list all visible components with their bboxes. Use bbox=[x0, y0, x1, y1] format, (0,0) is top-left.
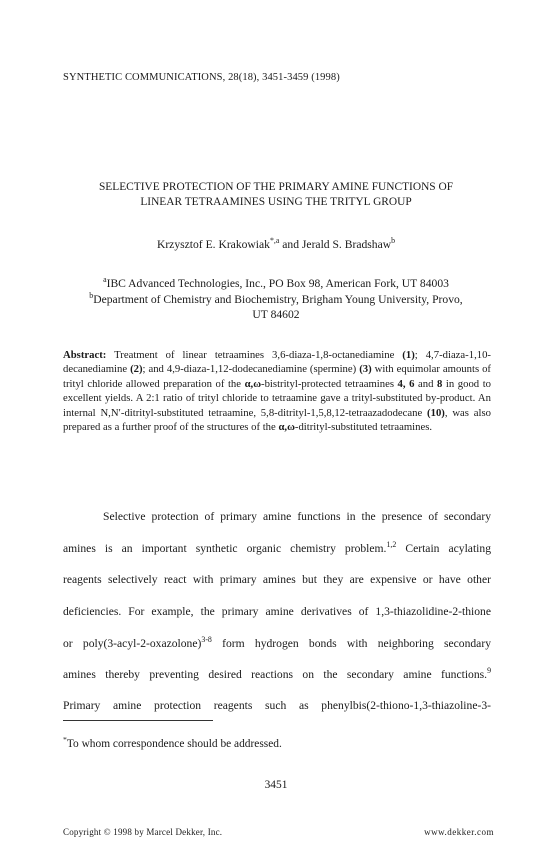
greek-alpha-omega: α,ω bbox=[278, 421, 295, 434]
citation-ref: 1,2 bbox=[386, 540, 397, 550]
abstract-text: and bbox=[414, 377, 437, 390]
body-line-4: deficiencies. For example, the primary amine derivatives of 1,3-thiazolidine-2-thione bbox=[63, 605, 491, 618]
compound-ref: (10) bbox=[427, 406, 445, 419]
journal-citation: SYNTHETIC COMMUNICATIONS, 28(18), 3451-3459 (1998) bbox=[63, 72, 340, 83]
affiliation-a-text: IBC Advanced Technologies, Inc., PO Box 98, American Fork, UT 84003 bbox=[106, 277, 449, 290]
body-text: amines is an important synthetic organic chemistry problem. bbox=[63, 542, 387, 555]
body-line-2 bbox=[63, 542, 491, 555]
citation-ref: 9 bbox=[487, 666, 491, 676]
footnote bbox=[63, 735, 282, 750]
compound-ref: (3) bbox=[359, 363, 372, 376]
greek-alpha-omega: α,ω bbox=[244, 377, 262, 390]
abstract-text: ; 4,7-diaza-1,10-decanediamine bbox=[63, 349, 491, 376]
affiliations bbox=[40, 276, 512, 323]
body-text: form hydrogen bonds with neighboring secondary bbox=[211, 637, 491, 650]
body-text: Certain acylating bbox=[396, 542, 491, 555]
compound-ref: (2) bbox=[130, 363, 143, 376]
affiliation-a-mark: a bbox=[103, 275, 107, 285]
publisher-website: www.dekker.com bbox=[424, 827, 494, 837]
body-line-7: Primary amine protection reagents such as phenylbis(2-thiono-1,3-thiazoline-3- bbox=[63, 699, 491, 712]
title-line-2: LINEAR TETRAAMINES USING THE TRITYL GROUP bbox=[140, 196, 412, 208]
abstract-text: in good to excellent yields. A 2:1 ratio of trityl chloride to tetraamine gave a trityl-substituted by-product. An internal N,N′-ditrityl-substituted tetraamine, 5,8-ditrityl-1,5,8,12-tetraazadodecane bbox=[63, 377, 492, 419]
abstract-text: -ditrityl-substituted tetraamines. bbox=[294, 421, 433, 434]
author-1-marks: *,a bbox=[269, 236, 280, 246]
abstract bbox=[63, 348, 491, 434]
compound-ref: 8 bbox=[437, 377, 443, 390]
body-text: amines thereby preventing desired reactions on the secondary amine functions. bbox=[63, 668, 488, 681]
affiliation-b-mark: b bbox=[89, 290, 94, 300]
compound-ref: 4, 6 bbox=[397, 377, 415, 390]
footnote-text: To whom correspondence should be addressed. bbox=[66, 738, 282, 750]
footnote-divider bbox=[63, 720, 213, 721]
abstract-text: ; and 4,9-diaza-1,12-dodecanediamine (spermine) bbox=[142, 363, 360, 376]
author-1: Krzysztof E. Krakowiak bbox=[156, 238, 270, 251]
body-line-3: reagents selectively react with primary amines but they are expensive or have other bbox=[63, 573, 491, 586]
author-2-marks: b bbox=[391, 236, 396, 246]
affiliation-b-text-1: Department of Chemistry and Biochemistry, Brigham Young University, Provo, bbox=[93, 292, 463, 306]
compound-ref: (1) bbox=[402, 349, 415, 361]
abstract-text: with equimolar amounts of trityl chloride allowed preparation of the bbox=[63, 363, 491, 390]
author-list bbox=[40, 238, 512, 251]
affiliation-b bbox=[40, 292, 512, 308]
abstract-label: Abstract: bbox=[63, 349, 107, 361]
footnote-mark: * bbox=[63, 735, 67, 745]
citation-ref: 3-8 bbox=[201, 635, 212, 645]
copyright-notice: Copyright © 1998 by Marcel Dekker, Inc. bbox=[63, 827, 223, 837]
body-line-5 bbox=[63, 637, 491, 650]
abstract-text: , was also prepared as a further proof of the structures of the bbox=[63, 406, 491, 434]
body-text: or poly(3-acyl-2-oxazolone) bbox=[63, 637, 202, 650]
title-line-1: SELECTIVE PROTECTION OF THE PRIMARY AMINE FUNCTIONS OF bbox=[98, 181, 454, 193]
abstract-text: Treatment of linear tetraamines 3,6-diaza-1,8-octanediamine bbox=[106, 349, 403, 361]
article-title bbox=[40, 180, 512, 210]
abstract-text: -bistrityl-protected tetraamines bbox=[261, 377, 398, 390]
author-join: and bbox=[279, 238, 302, 251]
page-number: 3451 bbox=[264, 779, 288, 791]
affiliation-a bbox=[40, 276, 512, 292]
body-line-1: Selective protection of primary amine functions in the presence of secondary bbox=[103, 510, 491, 523]
affiliation-b-line-2: UT 84602 bbox=[252, 308, 300, 321]
author-2: Jerald S. Bradshaw bbox=[301, 238, 392, 251]
body-line-6 bbox=[63, 668, 491, 681]
